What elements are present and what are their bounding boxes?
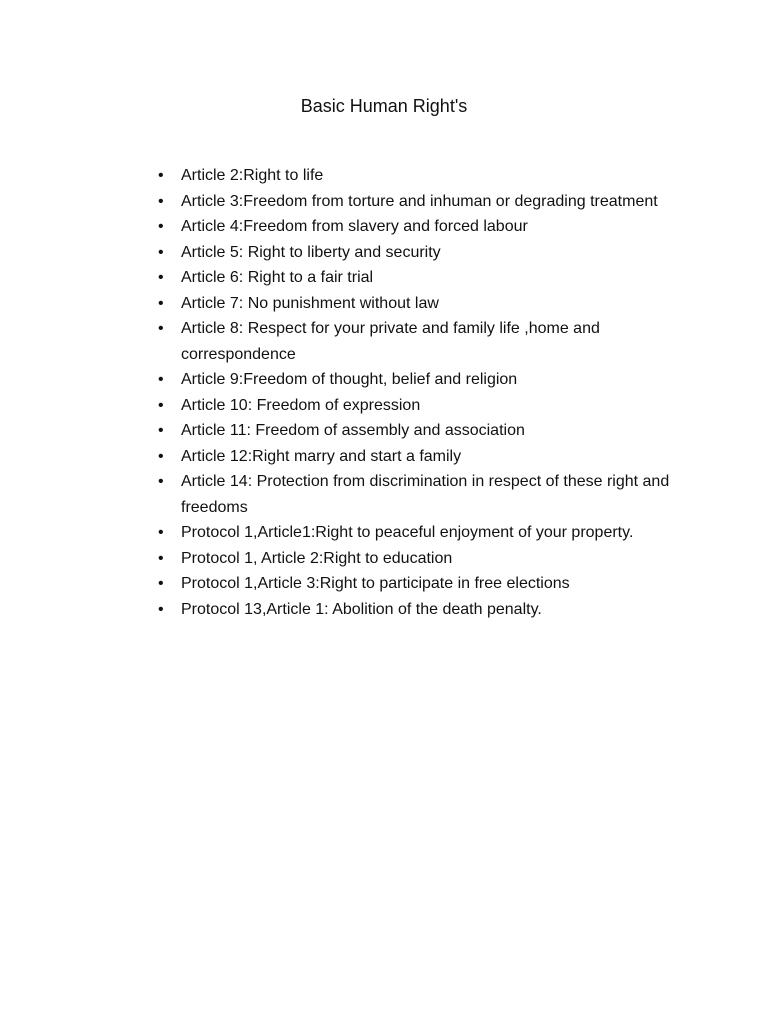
list-item: • Article 5: Right to liberty and security bbox=[181, 240, 681, 266]
page-title: Basic Human Right's bbox=[300, 96, 468, 116]
list-item: • Article 3:Freedom from torture and inhuman or degrading treatment bbox=[181, 189, 681, 215]
list-item: • Article 11: Freedom of assembly and association bbox=[181, 418, 681, 444]
list-item: • Protocol 1, Article 2:Right to education bbox=[181, 546, 681, 572]
list-item: • Article 12:Right marry and start a family bbox=[181, 444, 681, 470]
list-item: • Protocol 13,Article 1: Abolition of the death penalty. bbox=[181, 597, 681, 623]
list-item: • Protocol 1,Article1:Right to peaceful enjoyment of your property. bbox=[181, 520, 681, 546]
rights-list bbox=[181, 163, 681, 622]
list-item: • Article 7: No punishment without law bbox=[181, 291, 681, 317]
list-item: • Protocol 1,Article 3:Right to participate in free elections bbox=[181, 571, 681, 597]
list-item: • Article 9:Freedom of thought, belief and religion bbox=[181, 367, 681, 393]
list-item: • Article 8: Respect for your private and family life ,home and correspondence bbox=[181, 316, 681, 367]
list-item: • Article 2:Right to life bbox=[181, 163, 681, 189]
list-item: • Article 6: Right to a fair trial bbox=[181, 265, 681, 291]
list-item: • Article 14: Protection from discrimination in respect of these right and freedoms bbox=[181, 469, 681, 520]
list-item: • Article 4:Freedom from slavery and forced labour bbox=[181, 214, 681, 240]
list-item: • Article 10: Freedom of expression bbox=[181, 393, 681, 419]
